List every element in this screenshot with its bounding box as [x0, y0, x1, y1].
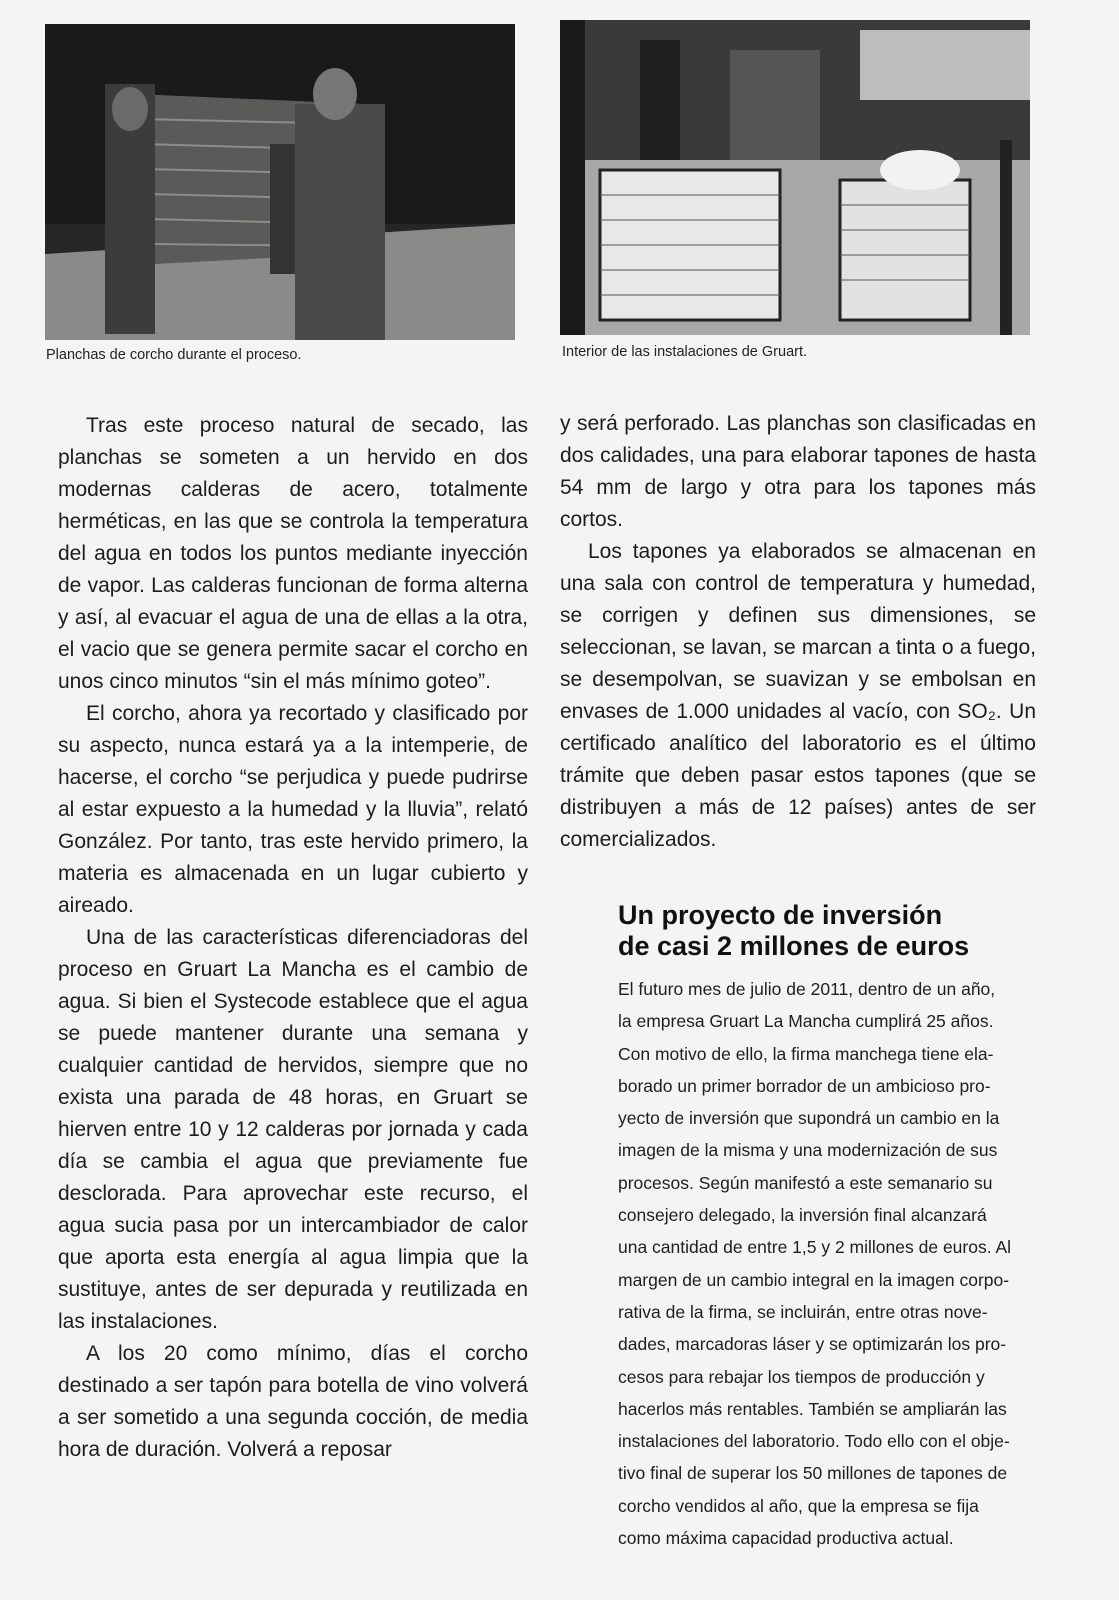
sidebar-line: Con motivo de ello, la firma manchega tiene ela- [618, 1043, 994, 1064]
sidebar-line: El futuro mes de julio de 2011, dentro de un año, [618, 979, 996, 999]
photo-caption-2: Interior de las instalaciones de Gruart. [562, 344, 808, 360]
sidebar-title-line: Un proyecto de inversión [618, 900, 943, 930]
sidebar-line: cesos para rebajar los tiempos de producción y [618, 1366, 985, 1387]
sidebar-line: la empresa Gruart La Mancha cumplirá 25 años. [618, 1011, 994, 1032]
sidebar-line: imagen de la misma y una modernización de sus [618, 1140, 998, 1161]
sidebar-line: procesos. Según manifestó a este semanario su [618, 1172, 993, 1193]
article-left-column [58, 410, 528, 1466]
sidebar-line: instalaciones del laboratorio. Todo ello con el obje- [618, 1431, 1010, 1452]
sidebar-line: una cantidad de entre 1,5 y 2 millones de euros. Al [618, 1237, 1012, 1258]
paragraph: y será perforado. Las planchas son clasificadas en dos calidades, una para elaborar tapones de hasta 54 mm de largo y otra para los tapones más cortos. [560, 412, 1036, 531]
sidebar-line: margen de un cambio integral en la imagen corpo- [618, 1269, 1010, 1290]
sidebar-line: yecto de inversión que supondrá un cambio en la [618, 1108, 1000, 1129]
photo-caption-1: Planchas de corcho durante el proceso. [46, 347, 302, 363]
photo-cork-planks [45, 24, 515, 340]
paragraph: A los 20 como mínimo, días el corcho destinado a ser tapón para botella de vino volverá a ser sometido a una segunda cocción, de media hora de duración. Volverá a reposar [58, 1342, 528, 1461]
sidebar-line: como máxima capacidad productiva actual. [618, 1528, 954, 1549]
sidebar-line: consejero delegado, la inversión final alcanzará [618, 1205, 987, 1226]
sidebar-line: corcho vendidos al año, que la empresa se fija [618, 1495, 979, 1516]
paragraph: Una de las características diferenciadoras del proceso en Gruart La Mancha es el cambio de agua. Si bien el Systecode establece que el agua se puede mantener durante una semana y cualquier cantidad de hervidos, siempre que no exista una parada de 48 horas, en Gruart se hierven entre 10 y 12 calderas por jornada y cada día se cambia el agua que previamente fue desclorada. Para aprovechar este recurso, el agua sucia pasa por un intercambiador de calor que aporta esta energía al agua limpia que la sustituye, antes de ser depurada y reutilizada en las instalaciones. [58, 926, 528, 1333]
sidebar-title-line: de casi 2 millones de euros [618, 931, 970, 961]
sidebar-title [618, 900, 998, 962]
sidebar-line: hacerlos más rentables. También se ampliarán las [618, 1398, 1007, 1419]
sidebar-line: dades, marcadoras láser y se optimizarán los pro- [618, 1334, 1007, 1355]
sidebar-line: tivo final de superar los 50 millones de tapones de [618, 1463, 1008, 1484]
sidebar-line: rativa de la firma, se incluirán, entre otras nove- [618, 1301, 988, 1322]
article-right-column [560, 408, 1036, 856]
paragraph: Tras este proceso natural de secado, las planchas se someten a un hervido en dos modernas calderas de acero, totalmente herméticas, en las que se controla la temperatura del agua en todos los puntos mediante inyección de vapor. Las calderas funcionan de forma alterna y así, al evacuar el agua de una de ellas a la otra, el vacio que se genera permite sacar el corcho en unos cinco minutos “sin el más mínimo goteo”. [58, 414, 528, 693]
paragraph: El corcho, ahora ya recortado y clasificado por su aspecto, nunca estará ya a la intemperie, de hacerse, el corcho “se perjudica y puede pudrirse al estar expuesto a la humedad y la lluvia”, relató González. Por tanto, tras este hervido primero, la materia es almacenada en un lugar cubierto y aireado. [58, 702, 528, 917]
photo-facility-interior [560, 20, 1030, 335]
paragraph: Los tapones ya elaborados se almacenan en una sala con control de temperatura y humedad, se corrigen y definen sus dimensiones, se seleccionan, se lavan, se marcan a tinta o a fuego, se desempolvan, se suavizan y se embolsan en envases de 1.000 unidades al vacío, con SO₂. Un certificado analítico del laboratorio es el último trámite que deben pasar estos tapones (que se distribuyen a más de 12 países) antes de ser comercializados. [560, 540, 1036, 851]
sidebar-line: borado un primer borrador de un ambicioso pro- [618, 1075, 991, 1096]
sidebar-body [618, 973, 1036, 1554]
